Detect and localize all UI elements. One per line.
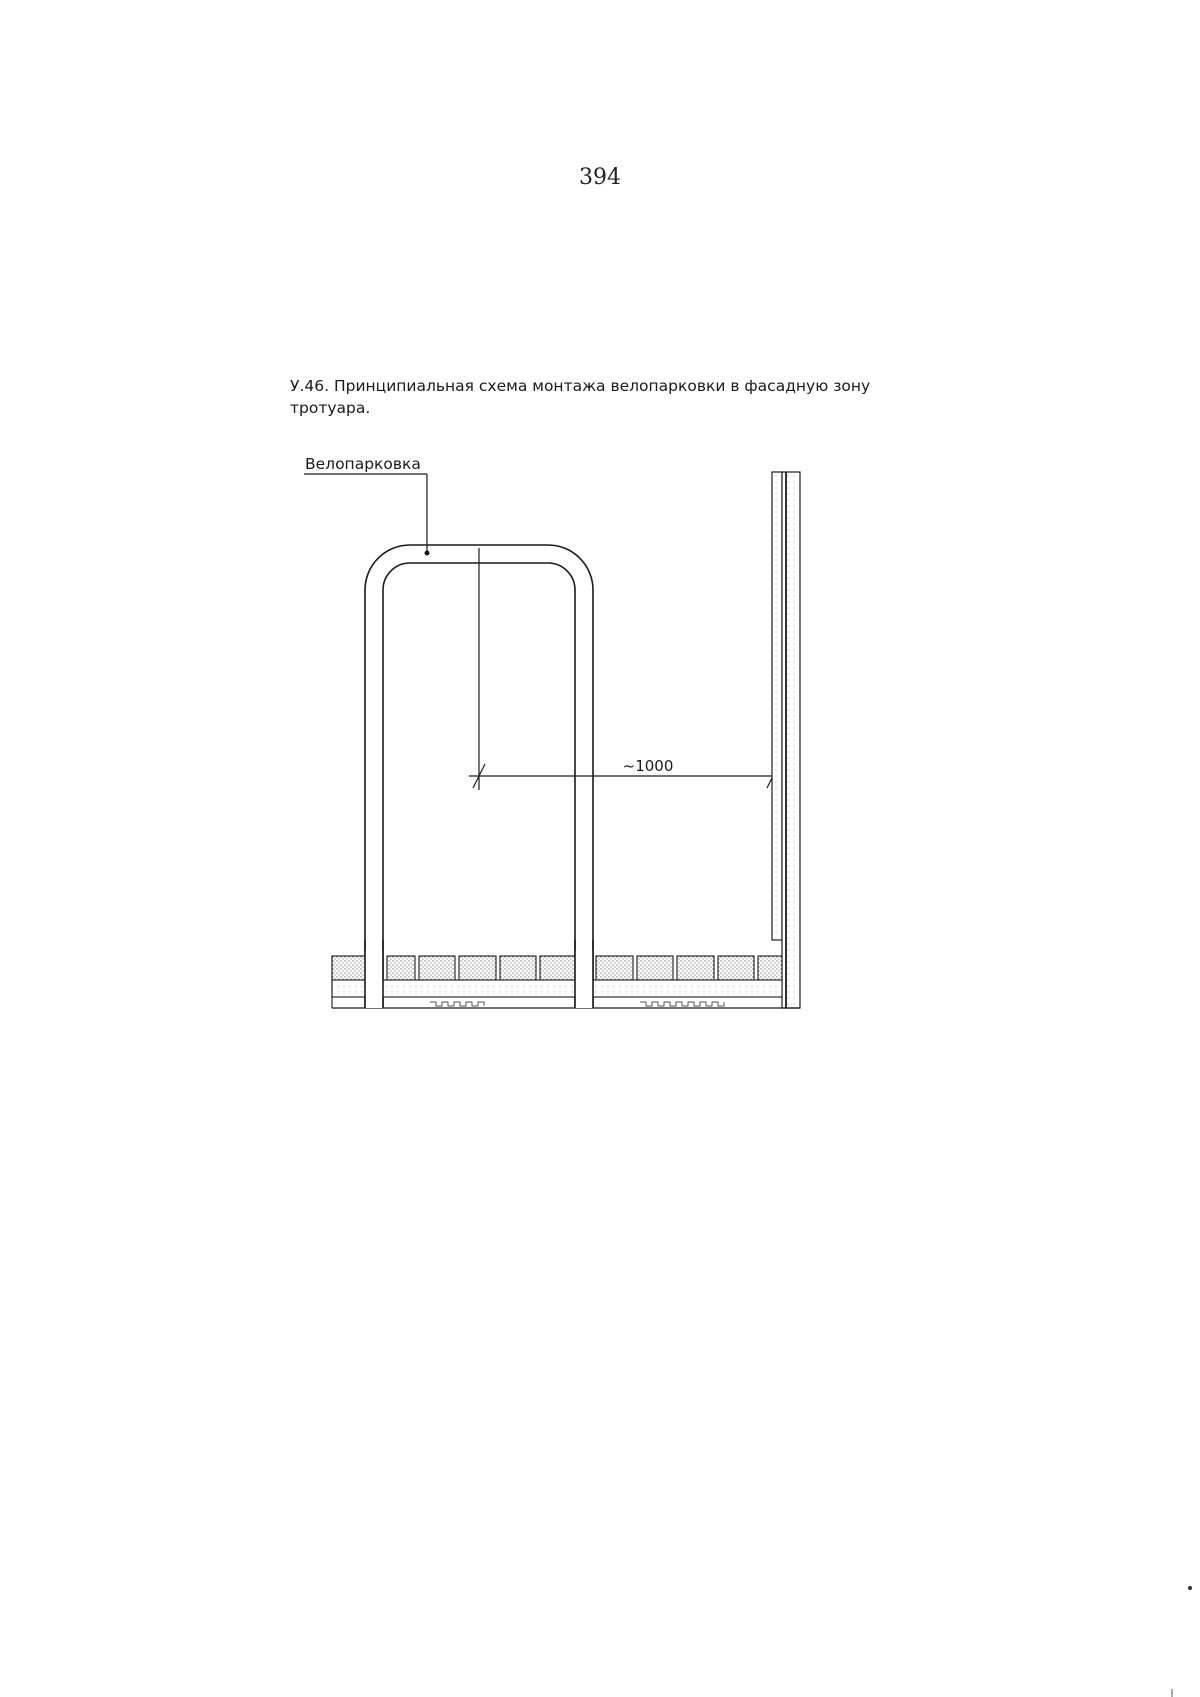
hatch-mark-right bbox=[640, 1002, 724, 1006]
bike-rack-right-leg bbox=[575, 950, 593, 1008]
paving-tiles bbox=[332, 956, 782, 980]
bike-rack-label: Велопарковка bbox=[305, 455, 421, 473]
paving-tile bbox=[637, 956, 673, 980]
paving-tile bbox=[758, 956, 782, 980]
facade-wall bbox=[782, 472, 800, 1008]
sand-bedding-layer bbox=[332, 980, 782, 997]
facade-cladding bbox=[772, 472, 782, 940]
paving-tile bbox=[332, 956, 365, 980]
paving-tile bbox=[387, 956, 415, 980]
bike-rack-left-leg bbox=[365, 950, 383, 1008]
paving-tile bbox=[540, 956, 575, 980]
paving-tile bbox=[596, 956, 633, 980]
paving-tile bbox=[419, 956, 455, 980]
page-number: 394 bbox=[579, 165, 621, 190]
dimension-label: ~1000 bbox=[622, 757, 674, 775]
scan-dot-mark bbox=[1188, 1586, 1192, 1590]
paving-tile bbox=[500, 956, 536, 980]
caption-line-1: У.46. Принципиальная схема монтажа велопарковки в фасадную зону bbox=[290, 377, 871, 395]
paving-tile bbox=[718, 956, 754, 980]
paving-tile bbox=[459, 956, 496, 980]
caption-line-2: тротуара. bbox=[290, 399, 371, 417]
leader-dot bbox=[425, 551, 430, 556]
hatch-mark-left bbox=[430, 1002, 484, 1006]
paving-tile bbox=[677, 956, 714, 980]
